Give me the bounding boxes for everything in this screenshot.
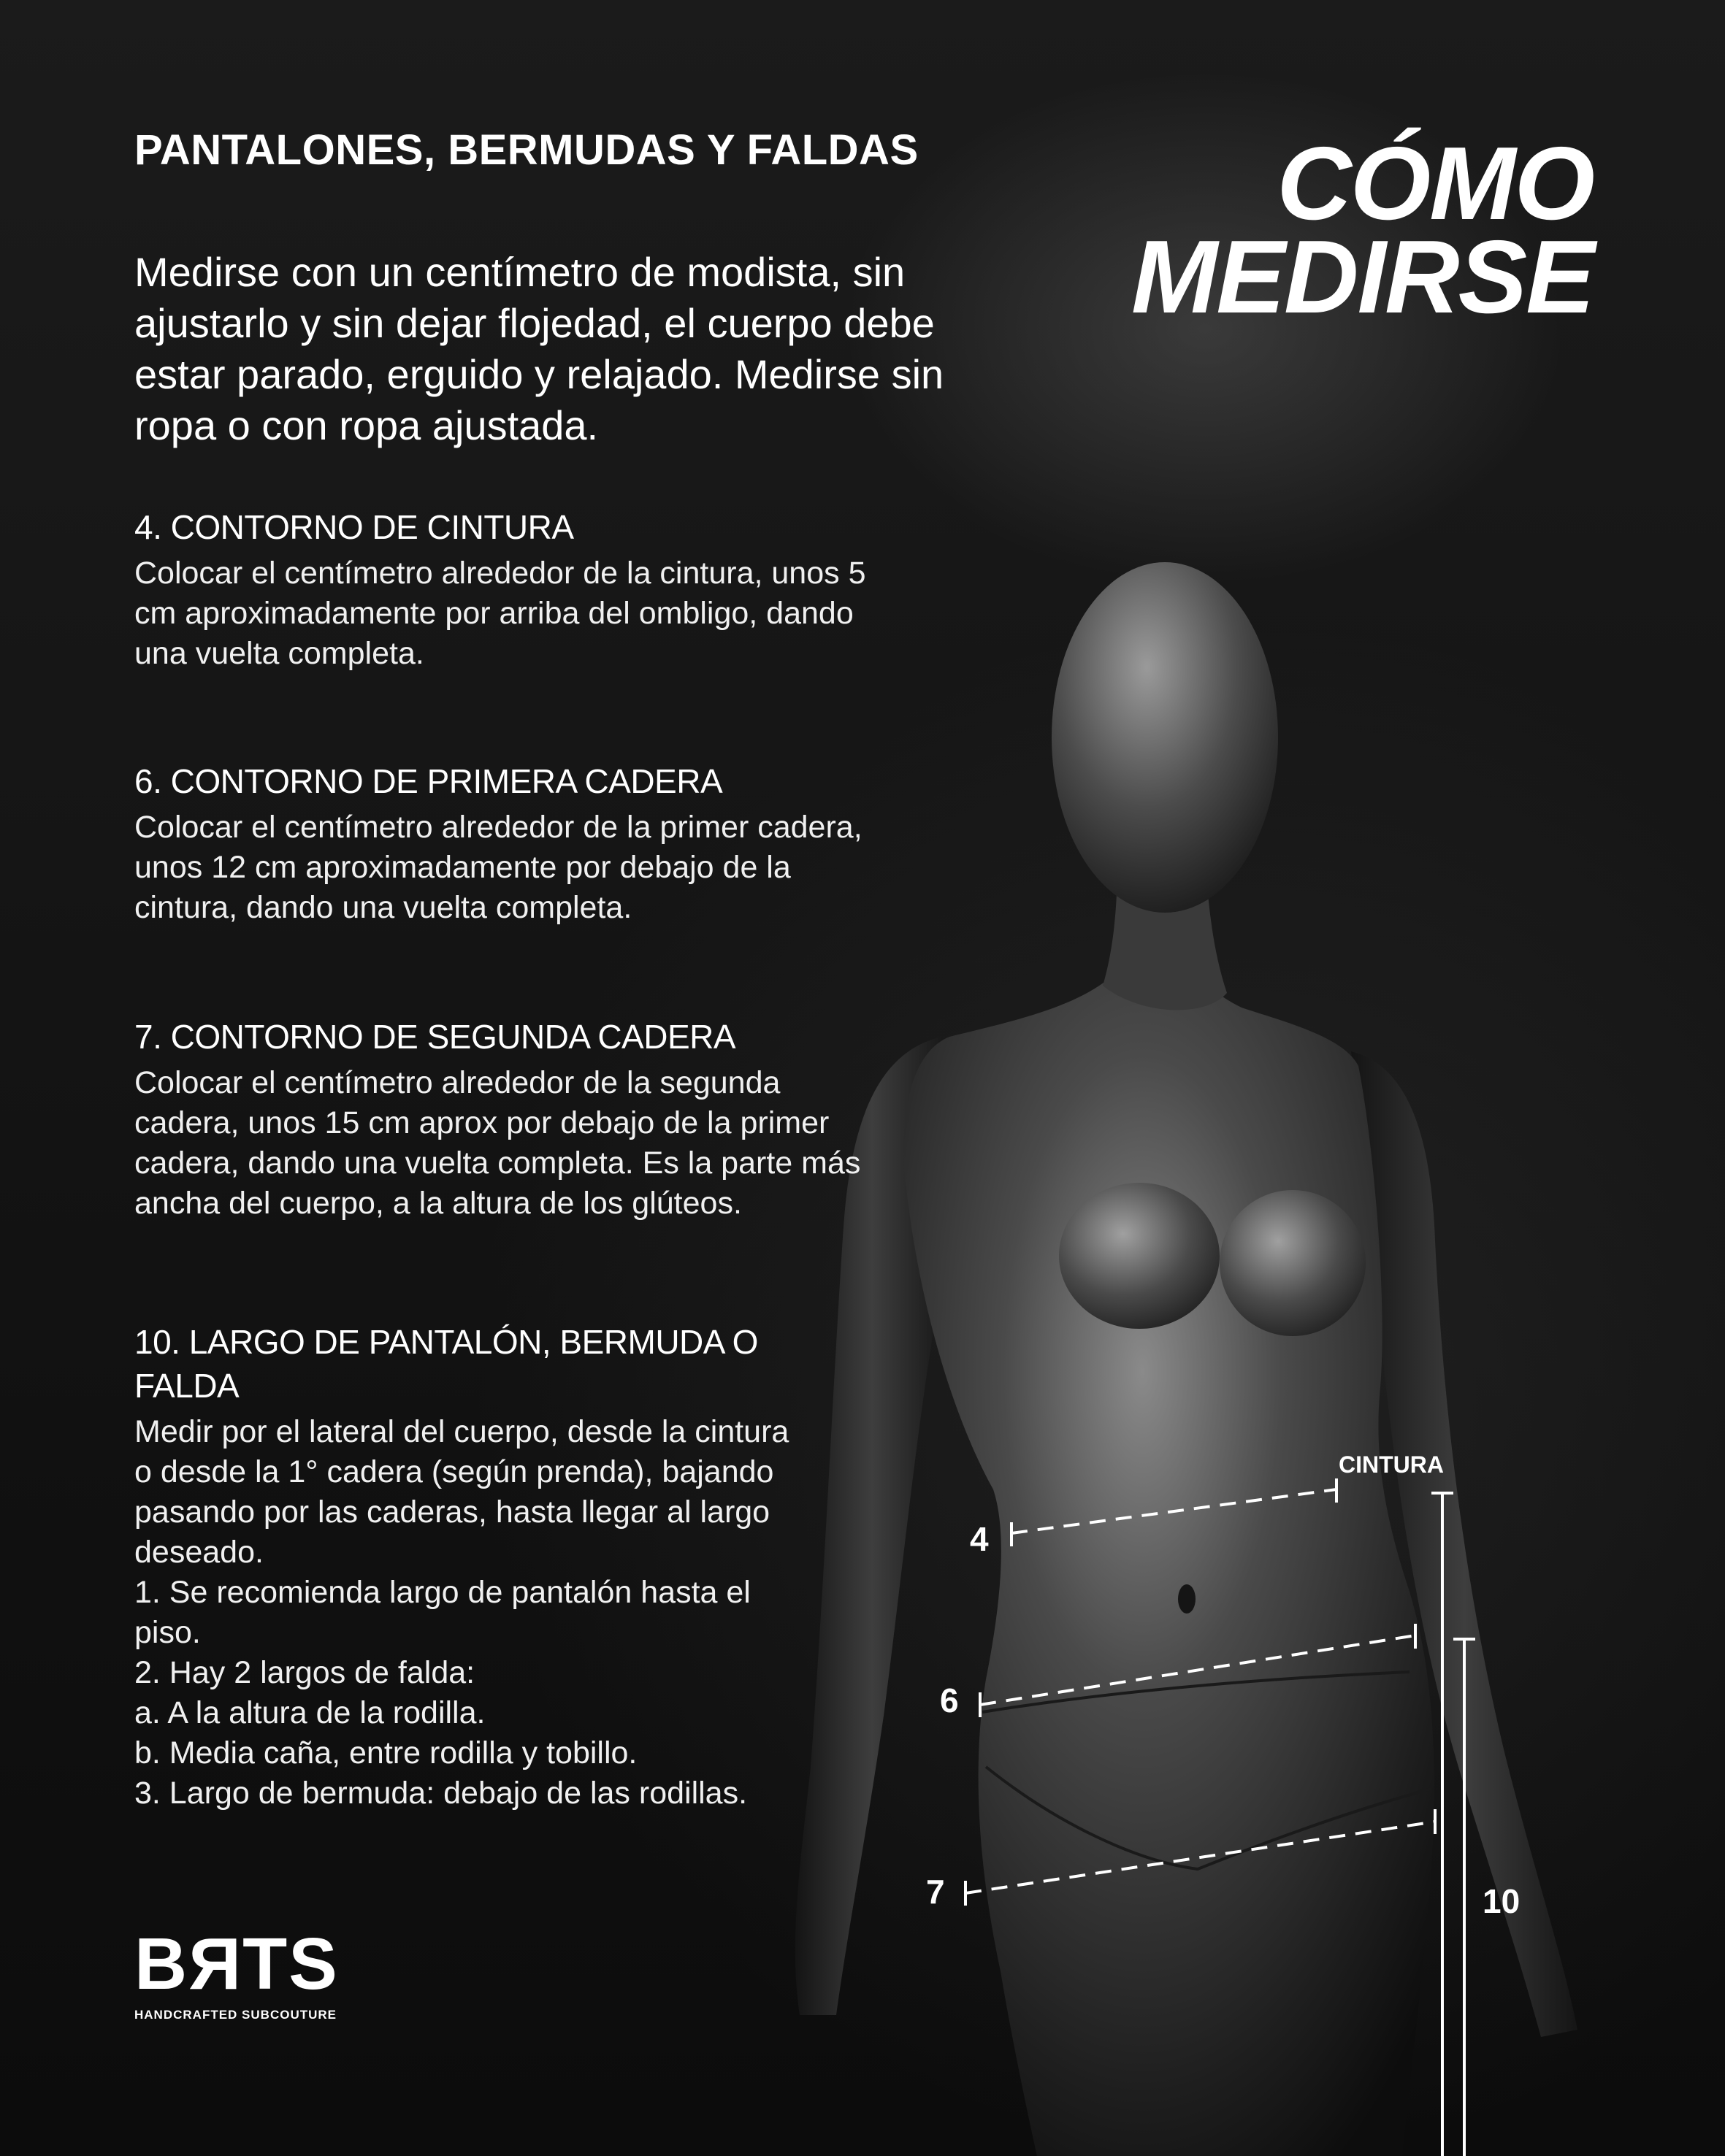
label-measure-6: 6 — [940, 1681, 959, 1719]
list-item: 1. Se recomienda largo de pantalón hasta el piso. — [134, 1575, 751, 1650]
list-item: a. A la altura de la rodilla. — [134, 1695, 486, 1730]
section-body — [134, 1412, 792, 1814]
section-waist — [134, 505, 879, 674]
title-line-2: MEDIRSE — [1131, 219, 1594, 335]
section-title: 6. CONTORNO DE PRIMERA CADERA — [134, 762, 723, 800]
brand-name: BЯTS — [134, 1923, 339, 2005]
section-body-text: Medir por el lateral del cuerpo, desde la cintura o desde la 1° cadera (según prenda), bajando pasando por las caderas, hasta llegar al largo deseado. — [134, 1414, 789, 1570]
section-length — [134, 1320, 792, 1814]
title-line-1: CÓMO — [1277, 126, 1594, 242]
brand-tagline: HANDCRAFTED SUBCOUTURE — [134, 2008, 337, 2022]
list-item: 3. Largo de bermuda: debajo de las rodillas. — [134, 1776, 748, 1811]
section-body: Colocar el centímetro alrededor de la primer cadera, unos 12 cm aproximadamente por debajo de la cintura, dando una vuelta completa. — [134, 810, 862, 925]
section-title: 10. LARGO DE PANTALÓN, BERMUDA O FALDA — [134, 1323, 758, 1405]
section-body: Colocar el centímetro alrededor de la cintura, unos 5 cm aproximadamente por arriba del ombligo, dando una vuelta completa. — [134, 556, 866, 671]
page-subtitle: PANTALONES, BERMUDAS Y FALDAS — [134, 126, 919, 174]
section-title: 4. CONTORNO DE CINTURA — [134, 508, 574, 546]
mannequin-head — [1052, 562, 1278, 913]
list-item: 2. Hay 2 largos de falda: — [134, 1655, 475, 1690]
page-title — [1131, 126, 1594, 335]
label-measure-10: 10 — [1483, 1882, 1521, 1920]
mannequin-navel — [1178, 1584, 1196, 1614]
label-measure-4: 4 — [970, 1520, 989, 1558]
mannequin-left-breast — [1059, 1183, 1220, 1329]
section-title: 7. CONTORNO DE SEGUNDA CADERA — [134, 1018, 736, 1056]
brand-logo — [134, 1923, 339, 2022]
mannequin-right-breast — [1220, 1190, 1366, 1336]
list-item: b. Media caña, entre rodilla y tobillo. — [134, 1735, 638, 1771]
label-measure-7: 7 — [926, 1873, 945, 1911]
label-cintura: CINTURA — [1339, 1451, 1444, 1478]
section-first-hip — [134, 759, 879, 928]
section-body: Colocar el centímetro alrededor de la segunda cadera, unos 15 cm aprox por debajo de la primer cadera, dando una vuelta completa. Es la parte más ancha del cuerpo, a la altura de los glúteos. — [134, 1065, 861, 1221]
intro-text: Medirse con un centímetro de modista, sin ajustarlo y sin dejar flojedad, el cuerpo debe estar parado, erguido y relajado. Medirse sin ropa o con ropa ajustada. — [134, 249, 944, 448]
section-second-hip — [134, 1015, 879, 1224]
